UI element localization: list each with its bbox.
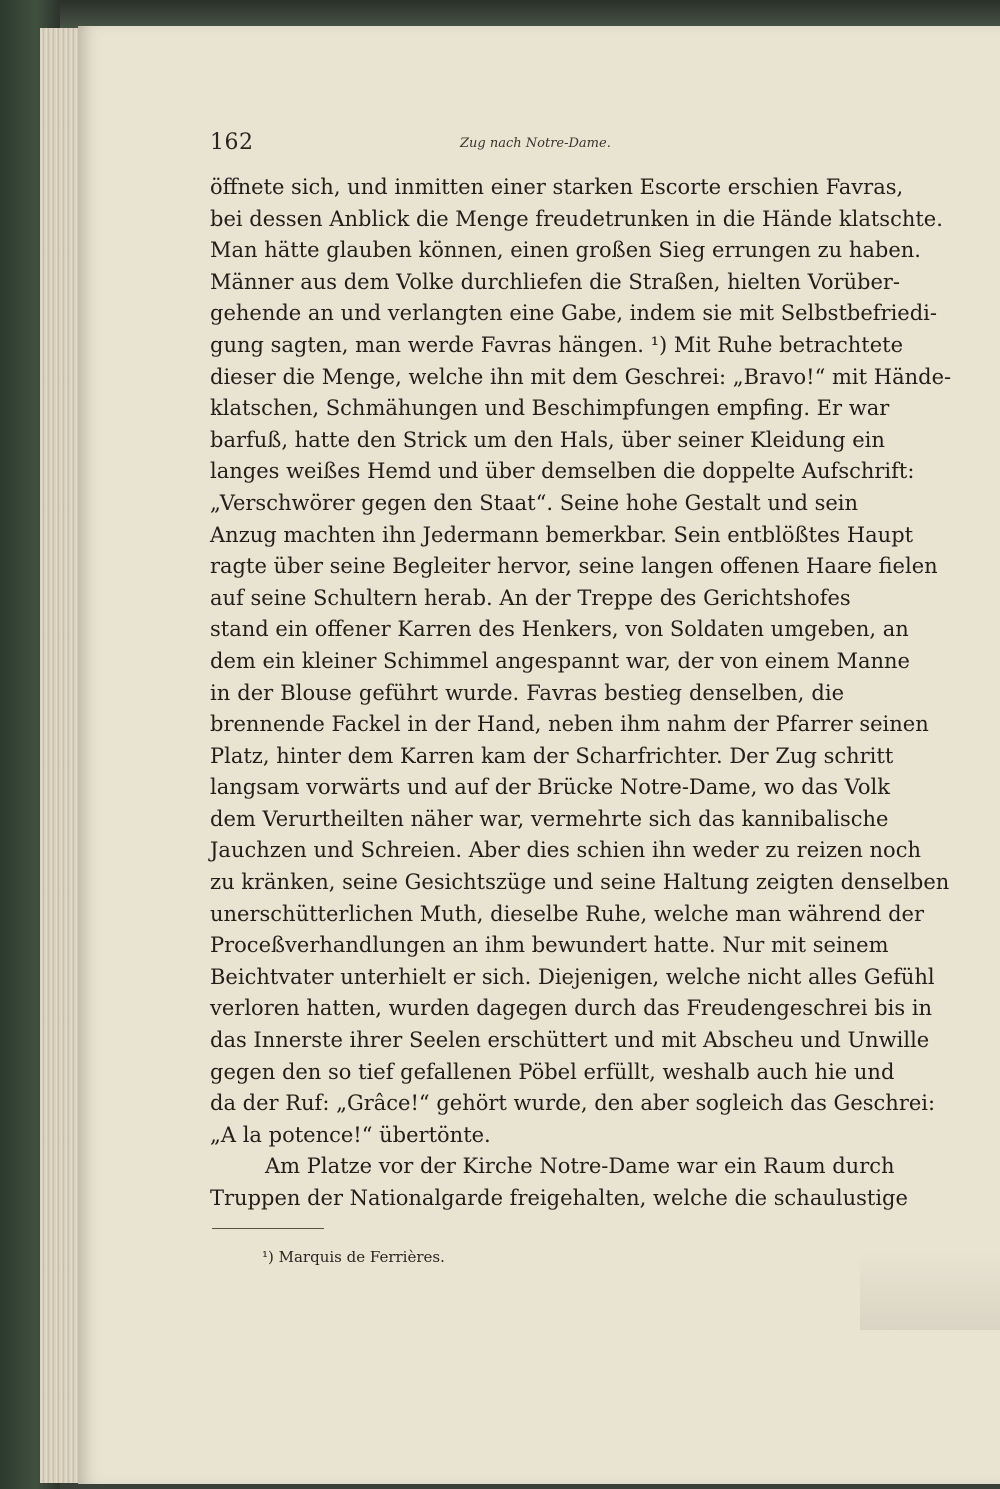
text-line: dem ein kleiner Schimmel angespannt war, der von einem Manne <box>210 648 910 673</box>
text-line: bei dessen Anblick die Menge freudetrunken in die Hände klatschte. <box>210 206 943 231</box>
running-head: Zug nach Notre-Dame. <box>460 136 611 151</box>
page-stack-edge <box>40 28 80 1483</box>
text-line: dieser die Menge, welche ihn mit dem Geschrei: „Bravo!“ mit Hände- <box>210 364 952 389</box>
text-line: Platz, hinter dem Karren kam der Scharfrichter. Der Zug schritt <box>210 743 894 768</box>
text-line: zu kränken, seine Gesichtszüge und seine Haltung zeigten denselben <box>210 870 950 895</box>
text-line: gegen den so tief gefallenen Pöbel erfüllt, weshalb auch hie und <box>210 1059 895 1084</box>
text-line: Man hätte glauben können, einen großen Sieg errungen zu haben. <box>210 238 921 263</box>
text-line: verloren hatten, wurden dagegen durch das Freudengeschrei bis in <box>210 996 933 1021</box>
text-line: Männer aus dem Volke durchliefen die Straßen, hielten Vorüber- <box>210 269 901 294</box>
text-line: gehende an und verlangten eine Gabe, indem sie mit Selbstbefriedi- <box>210 301 937 326</box>
text-line: gung sagten, man werde Favras hängen. ¹) Mit Ruhe betrachtete <box>210 332 904 357</box>
text-line: dem Verurtheilten näher war, vermehrte sich das kannibalische <box>210 806 889 831</box>
text-line: langes weißes Hemd und über demselben die doppelte Aufschrift: <box>210 459 915 484</box>
body-text <box>210 172 952 1215</box>
text-line-paragraph-end: „A la potence!“ übertönte. <box>210 1122 491 1147</box>
page-bleed-through <box>860 1250 1000 1330</box>
page-header <box>210 130 840 160</box>
text-line-paragraph-start: Am Platze vor der Kirche Notre-Dame war ein Raum durch <box>265 1154 895 1179</box>
text-line: Beichtvater unterhielt er sich. Diejenigen, welche nicht alles Gefühl <box>210 964 935 989</box>
text-line: klatschen, Schmähungen und Beschimpfungen empfing. Er war <box>210 396 890 421</box>
text-line: brennende Fackel in der Hand, neben ihm nahm der Pfarrer seinen <box>210 712 929 737</box>
footnote-rule <box>212 1228 324 1229</box>
footnote: ¹) Marquis de Ferrières. <box>262 1248 445 1266</box>
text-line: Proceßverhandlungen an ihm bewundert hatte. Nur mit seinem <box>210 933 889 958</box>
text-line: stand ein offener Karren des Henkers, von Soldaten umgeben, an <box>210 617 909 642</box>
text-line: barfuß, hatte den Strick um den Hals, über seiner Kleidung ein <box>210 427 885 452</box>
text-line: das Innerste ihrer Seelen erschüttert und mit Abscheu und Unwille <box>210 1028 930 1053</box>
text-line: in der Blouse geführt wurde. Favras bestieg denselben, die <box>210 680 844 705</box>
text-line: auf seine Schultern herab. An der Treppe des Gerichtshofes <box>210 585 851 610</box>
text-line: Jauchzen und Schreien. Aber dies schien ihn weder zu reizen noch <box>210 838 921 863</box>
text-line: unerschütterlichen Muth, dieselbe Ruhe, welche man während der <box>210 901 925 926</box>
text-line: da der Ruf: „Grâce!“ gehört wurde, den aber sogleich das Geschrei: <box>210 1091 936 1116</box>
text-line: Anzug machten ihn Jedermann bemerkbar. Sein entblößtes Haupt <box>210 522 914 547</box>
text-line: öffnete sich, und inmitten einer starken Escorte erschien Favras, <box>210 175 904 199</box>
text-line: langsam vorwärts und auf der Brücke Notre-Dame, wo das Volk <box>210 775 890 800</box>
page-number: 162 <box>210 130 254 155</box>
text-line: Truppen der Nationalgarde freigehalten, welche die schaulustige <box>210 1186 908 1210</box>
text-line: „Verschwörer gegen den Staat“. Seine hohe Gestalt und sein <box>210 490 859 515</box>
text-line: ragte über seine Begleiter hervor, seine langen offenen Haare fielen <box>210 554 938 579</box>
